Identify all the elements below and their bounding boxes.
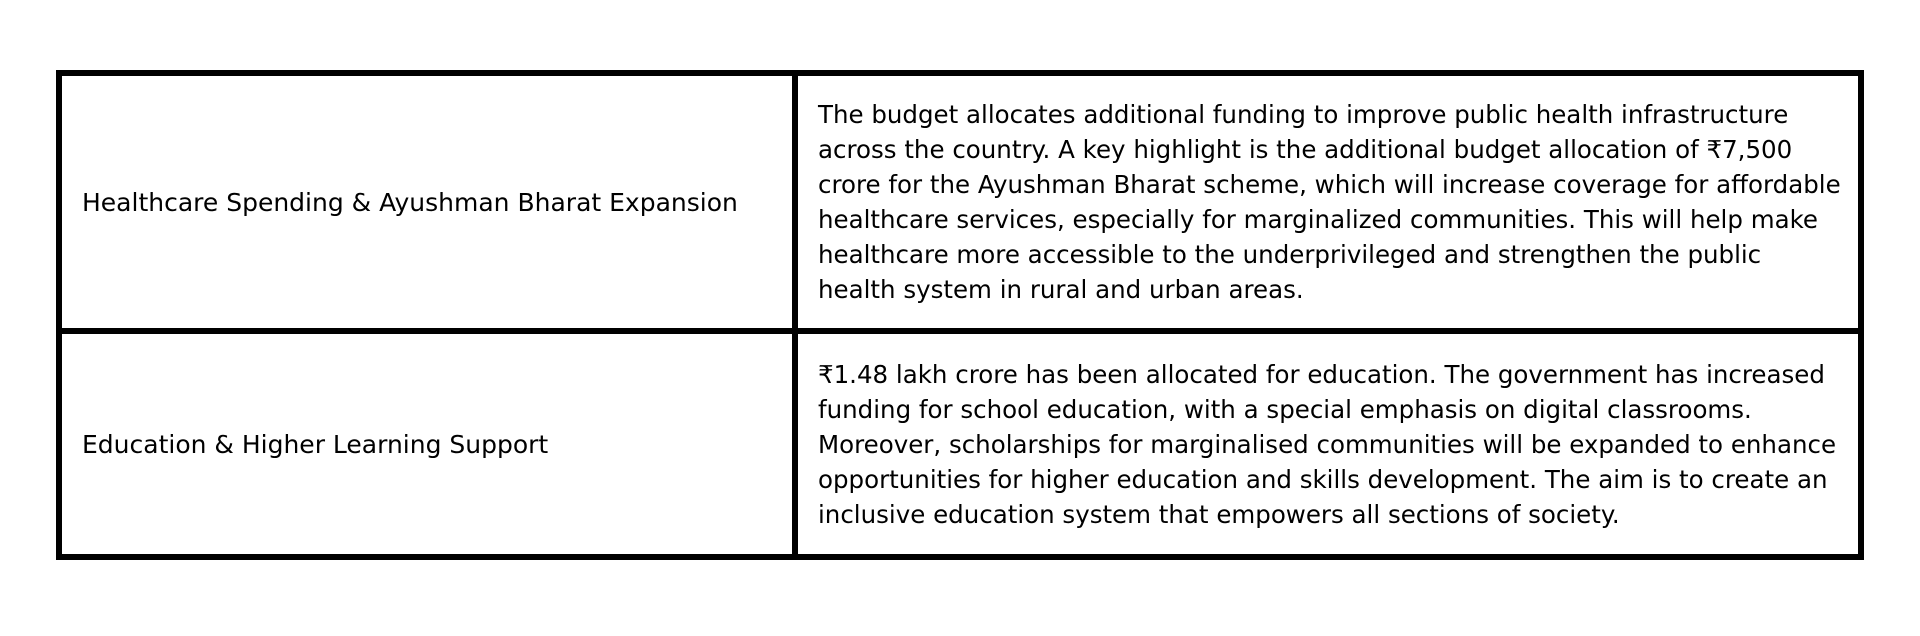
- table-row: [59, 331, 1861, 557]
- topic-cell: Healthcare Spending & Ayushman Bharat Expansion: [59, 73, 795, 331]
- topic-cell: Education & Higher Learning Support: [59, 331, 795, 557]
- description-cell: ₹1.48 lakh crore has been allocated for education. The government has increased funding for school education, with a special emphasis on digital classrooms. Moreover, scholarships for marginalised communities will be expanded to enhance opportunities for higher education and skills development. The aim is to create an inclusive education system that empowers all sections of society.: [795, 331, 1861, 557]
- budget-info-table: [56, 70, 1864, 560]
- description-cell: The budget allocates additional funding to improve public health infrastructure across the country. A key highlight is the additional budget allocation of ₹7,500 crore for the Ayushman Bharat scheme, which will increase coverage for affordable healthcare services, especially for marginalized communities. This will help make healthcare more accessible to the underprivileged and strengthen the public health system in rural and urban areas.: [795, 73, 1861, 331]
- table-row: [59, 73, 1861, 331]
